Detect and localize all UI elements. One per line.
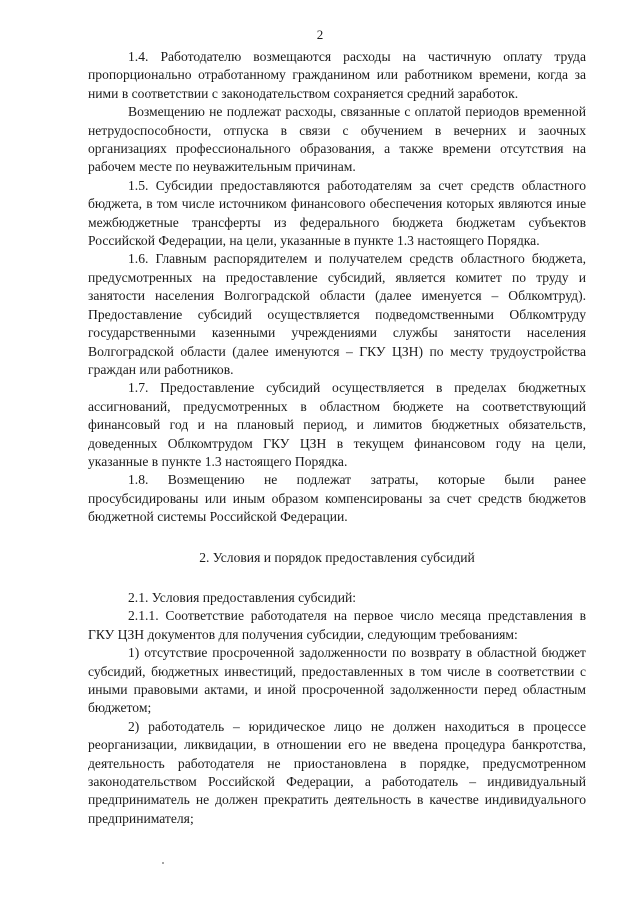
paragraph-1-4-exclusions: Возмещению не подлежат расходы, связанные с оплатой периодов временной нетрудоспособности, отпуска в связи с обучением в вечерних и заочных организациях профессионального образования, а также времени отсутствия на рабочем месте по неуважительным причинам. bbox=[88, 104, 586, 175]
paragraph-1-8: 1.8. Возмещению не подлежат затраты, которые были ранее просубсидированы или иным образом компенсированы за счет средств бюджетов бюджетной системы Российской Федерации. bbox=[88, 472, 586, 525]
paragraph-1-6: 1.6. Главным распорядителем и получателем средств областного бюджета, предусмотренных на предоставление субсидий, является комитет по труду и занятости населения Волгоградской области (далее именуется – Облкомтруд). Предоставление субсидий осуществляется подведомственными Облкомтруду государственными казенными учреждениями службы занятости населения Волгоградской области (далее именуются – ГКУ ЦЗН) по месту трудоустройства граждан или работников. bbox=[88, 251, 586, 377]
paragraph-1-5: 1.5. Субсидии предоставляются работодателям за счет средств областного бюджета, в том числе источником финансового обеспечения которых являются иные межбюджетные трансферты из федерального бюджета бюджетам субъектов Российской Федерации, на цели, указанные в пункте 1.3 настоящего Порядка. bbox=[88, 177, 586, 249]
paragraph-1-7: 1.7. Предоставление субсидий осуществляется в пределах бюджетных ассигнований, предусмотренных в областном бюджете на соответствующий финансовый год и на плановый период, и лимитов бюджетных обязательств, доведенных Облкомтрудом ГКУ ЦЗН в текущем финансовом году на цели, указанные в пункте 1.3 настоящего Порядка. bbox=[88, 380, 586, 469]
list-item-2: 2) работодатель – юридическое лицо не должен находиться в процессе реорганизации, ликвидации, в отношении его не введена процедура банкротства, деятельность работодателя не приостановлена в порядке, предусмотренном законодательством Российской Федерации, а работодатель – индивидуальный предприниматель не должен прекратить деятельность в качестве индивидуального предпринимателя; bbox=[88, 718, 586, 826]
paragraph-2-1: 2.1. Условия предоставления субсидий: bbox=[128, 589, 357, 605]
paragraph-2-1-1: 2.1.1. Соответствие работодателя на первое число месяца представления в ГКУ ЦЗН документов для получения субсидии, следующим требованиям: bbox=[88, 608, 586, 642]
section-title: 2. Условия и порядок предоставления субсидий bbox=[199, 549, 475, 565]
list-item-1: 1) отсутствие просроченной задолженности по возврату в областной бюджет субсидий, бюджетных инвестиций, предоставленных в том числе в соответствии с иными правовыми актами, и иной просроченной задолженности перед областным бюджетом; bbox=[88, 645, 586, 716]
page-number: 2 bbox=[316, 27, 324, 42]
document-body bbox=[88, 48, 586, 828]
paragraph-1-4: 1.4. Работодателю возмещаются расходы на частичную оплату труда пропорционально отработанному гражданином или работником времени, когда за ними в соответствии с законодательством сохраняется средний заработок. bbox=[88, 49, 586, 101]
scan-speck bbox=[162, 862, 164, 864]
